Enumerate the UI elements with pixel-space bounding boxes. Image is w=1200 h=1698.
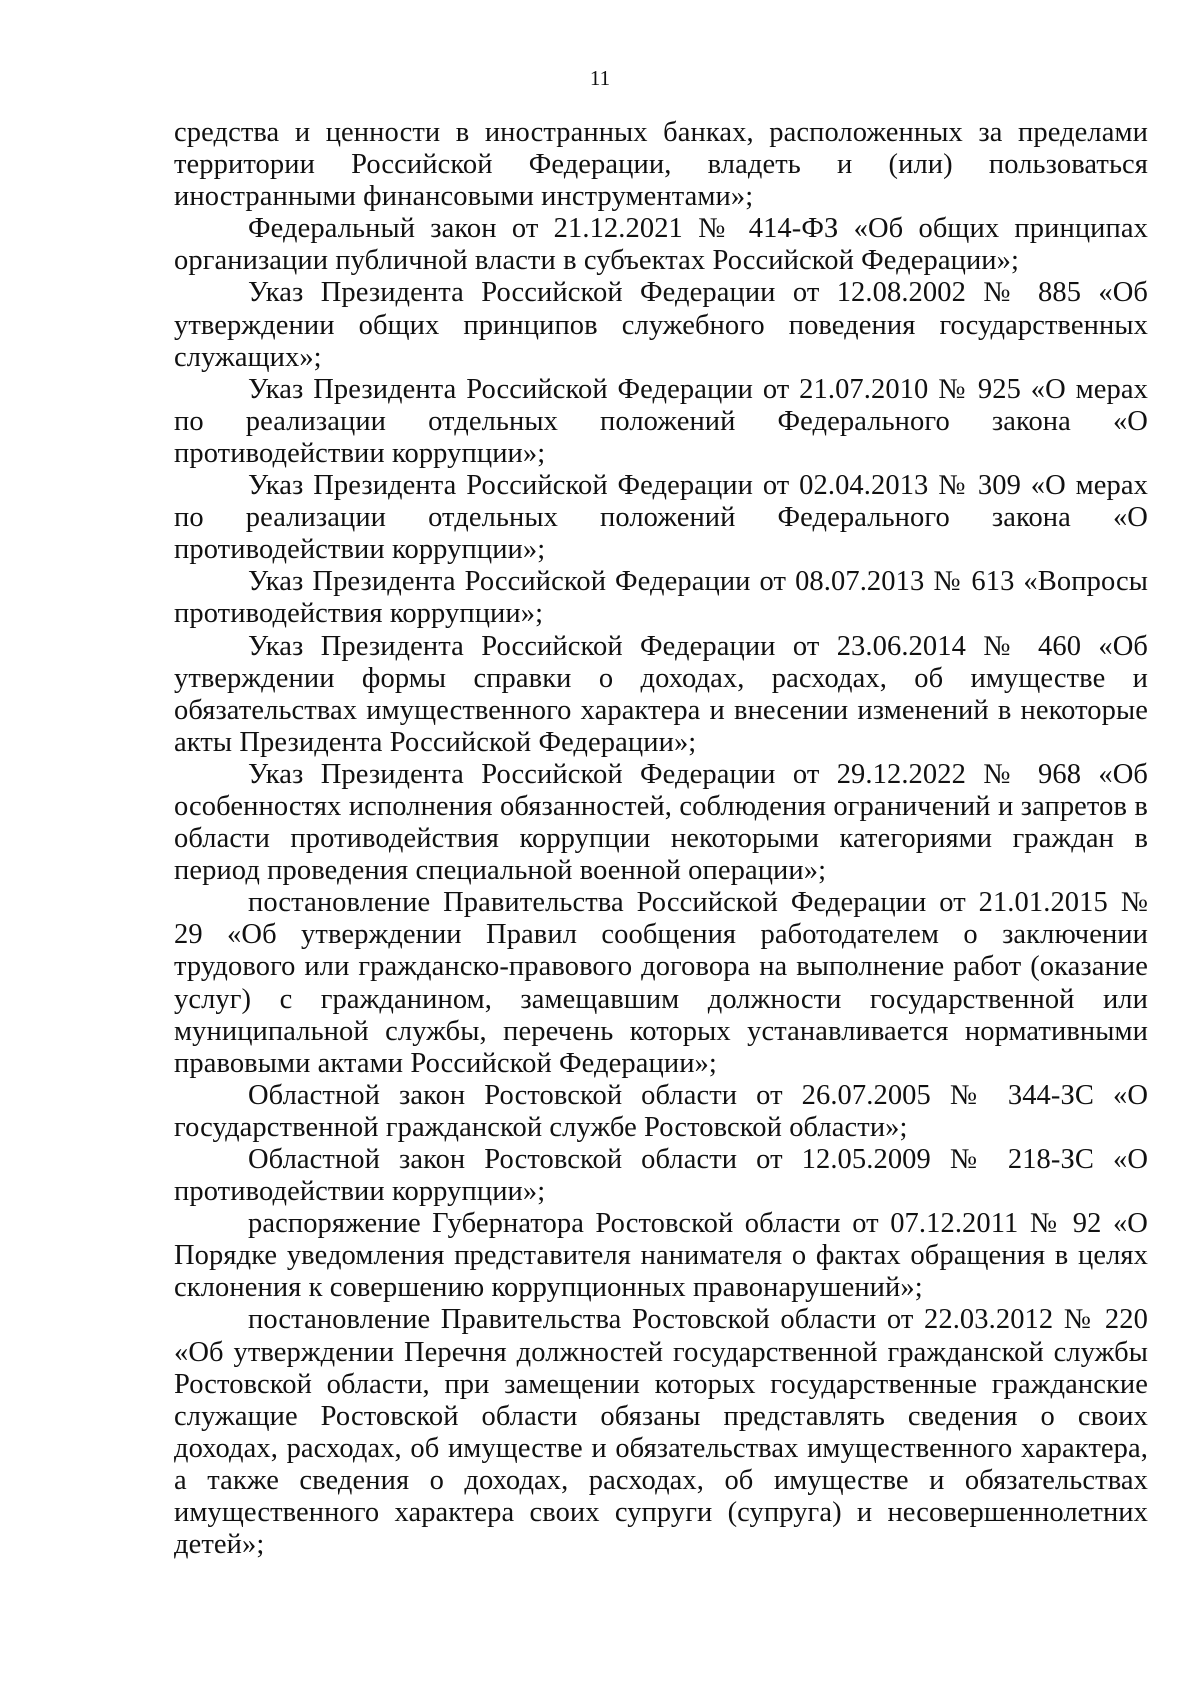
paragraph-decree-460: Указ Президента Российской Федерации от 23.06.2014 № 460 «Об утверждении формы справки о доходах, расходах, об имуществе и обязательствах имущественного характера и внесении изменений в некоторые акты Президента Российской Федерации»;: [174, 630, 1148, 758]
page-number: 11: [589, 66, 611, 90]
paragraph-resolution-220: постановление Правительства Ростовской области от 22.03.2012 № 220 «Об утверждении Перечня должностей государственной гражданской службы Ростовской области, при замещении которых государственные гражданские служащие Ростовской области обязаны представлять сведения о своих доходах, расходах, об имуществе и обязательствах имущественного характера, а также сведения о доходах, расходах, об имуществе и обязательствах имущественного характера своих супруги (супруга) и несовершеннолетних детей»;: [174, 1304, 1148, 1561]
paragraph-resolution-29: постановление Правительства Российской Федерации от 21.01.2015 № 29 «Об утверждении Правил сообщения работодателем о заключении трудового или гражданско-правового договора на выполнение работ (оказание услуг) с гражданином, замещавшим должности государственной или муниципальной службы, перечень которых устанавливается нормативными правовыми актами Российской Федерации»;: [174, 887, 1148, 1079]
paragraph-decree-968: Указ Президента Российской Федерации от 29.12.2022 № 968 «Об особенностях исполнения обязанностей, соблюдения ограничений и запретов в области противодействия коррупции некоторыми категориями граждан в период проведения специальной военной операции»;: [174, 758, 1148, 887]
paragraph-regional-law-218: Областной закон Ростовской области от 12.05.2009 № 218-ЗС «О противодействии коррупции»;: [174, 1144, 1148, 1208]
paragraph-decree-885: Указ Президента Российской Федерации от 12.08.2002 № 885 «Об утверждении общих принципов служебного поведения государственных служащих»;: [174, 277, 1148, 373]
paragraph-decree-613: Указ Президента Российской Федерации от 08.07.2013 № 613 «Вопросы противодействия коррупции»;: [174, 566, 1148, 630]
paragraph-governor-order-92: распоряжение Губернатора Ростовской области от 07.12.2011 № 92 «О Порядке уведомления представителя нанимателя о фактах обращения в целях склонения к совершению коррупционных правонарушений»;: [174, 1208, 1148, 1304]
paragraph-federal-law-414: Федеральный закон от 21.12.2021 № 414-ФЗ «Об общих принципах организации публичной власти в субъектах Российской Федерации»;: [174, 213, 1148, 277]
paragraph-decree-309: Указ Президента Российской Федерации от 02.04.2013 № 309 «О мерах по реализации отдельных положений Федерального закона «О противодействии коррупции»;: [174, 470, 1148, 566]
document-body: [174, 117, 1148, 1561]
paragraph-regional-law-344: Областной закон Ростовской области от 26.07.2005 № 344-ЗС «О государственной гражданской службе Ростовской области»;: [174, 1079, 1148, 1143]
paragraph-continuation: средства и ценности в иностранных банках, расположенных за пределами территории Российской Федерации, владеть и (или) пользоваться иностранными финансовыми инструментами»;: [174, 117, 1148, 213]
paragraph-decree-925: Указ Президента Российской Федерации от 21.07.2010 № 925 «О мерах по реализации отдельных положений Федерального закона «О противодействии коррупции»;: [174, 373, 1148, 469]
